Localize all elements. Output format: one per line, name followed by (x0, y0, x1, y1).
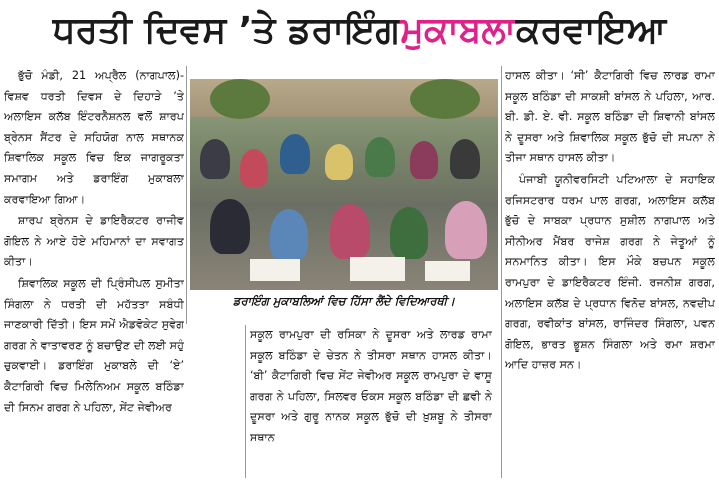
article-column-2 (250, 325, 492, 478)
article-column-1 (4, 66, 184, 478)
news-photo (190, 79, 498, 290)
paragraph: ਸਕੂਲ ਰਾਮਪੁਰਾ ਦੀ ਰਸਿਕਾ ਨੇ ਦੂਸਰਾ ਅਤੇ ਲਾਰਡ ਰਾਮਾ ਸਕੂਲ ਬਠਿੰਡਾ ਦੇ ਚੇਤਨ ਨੇ ਤੀਸਰਾ ਸਥਾਨ ਹਾਸਲ ਕੀਤਾ। ‘ਬੀ’ ਕੈਟਾਗਿਰੀ ਵਿਚ ਸੇਂਟ ਜੇਵੀਅਰ ਸਕੂਲ ਰਾਮਪੁਰਾ ਦੇ ਵਾਸੂ ਗਰਗ ਨੇ ਪਹਿਲਾ, ਸਿਲਵਰ ਓਕਸ ਸਕੂਲ ਬਠਿੰਡਾ ਦੀ ਛਵੀ ਨੇ ਦੂਸਰਾ ਅਤੇ ਗੁਰੂ ਨਾਨਕ ਸਕੂਲ ਭੁੱਚੋ ਦੀ ਖ਼ੁਸ਼ਬੂ ਨੇ ਤੀਸਰਾ ਸਥਾਨ (250, 328, 492, 444)
headline-part-3: ਕਰਵਾਇਆ (515, 10, 667, 51)
article-column-3 (505, 66, 715, 478)
photo-caption: ਡਰਾਇੰਗ ਮੁਕਾਬਲਿਆਂ ਵਿਚ ਹਿੱਸਾ ਲੈਂਦੇ ਵਿਦਿਆਰਥੀ। (233, 294, 455, 308)
column-divider (501, 66, 502, 478)
paragraph: ਭੁੱਚੋ ਮੰਡੀ, 21 ਅਪ੍ਰੈਲ (ਨਾਗਪਾਲ)-ਵਿਸ਼ਵ ਧਰਤੀ ਦਿਵਸ ਦੇ ਦਿਹਾੜੇ ’ਤੇ ਅਲਾਇਸ ਕਲੱਬ ਇੰਟਰਨੈਸ਼ਨਲ ਵਲੋਂ ਸ਼ਾਰਪ ਬ੍ਰੇਨਸ ਸੈਂਟਰ ਦੇ ਸਹਿਯੋਗ ਨਾਲ ਸਥਾਨਕ ਸ਼ਿਵਾਲਿਕ ਸਕੂਲ ਵਿਚ ਇਕ ਜਾਗਰੂਕਤਾ ਸਮਾਗਮ ਅਤੇ ਡਰਾਇੰਗ ਮੁਕਾਬਲਾ ਕਰਵਾਇਆ ਗਿਆ। (4, 69, 184, 206)
headline (4, 2, 715, 60)
paragraph: ਹਾਸਲ ਕੀਤਾ। ‘ਸੀ’ ਕੈਟਾਗਿਰੀ ਵਿਚ ਲਾਰਡ ਰਾਮਾ ਸਕੂਲ ਬਠਿੰਡਾ ਦੀ ਸਾਕਸ਼ੀ ਬਾਂਸਲ ਨੇ ਪਹਿਲਾ, ਆਰ. ਬੀ. ਡੀ. ਏ. ਵੀ. ਸਕੂਲ ਬਠਿੰਡਾ ਦੀ ਸ਼ਿਵਾਨੀ ਬਾਂਸਲ ਨੇ ਦੂਸਰਾ ਅਤੇ ਸ਼ਿਵਾਲਿਕ ਸਕੂਲ ਭੁੱਚੋ ਦੀ ਸਪਨਾ ਨੇ ਤੀਜਾ ਸਥਾਨ ਹਾਸਲ ਕੀਤਾ। (505, 69, 715, 165)
paragraph: ਪੰਜਾਬੀ ਯੂਨੀਵਰਸਿਟੀ ਪਟਿਆਲਾ ਦੇ ਸਹਾਇਕ ਰਜਿਸਟਰਾਰ ਧਰਮ ਪਾਲ ਗਰਗ, ਅਲਾਇਸ ਕਲੱਬ ਭੁੱਚੋ ਦੇ ਸਾਬਕਾ ਪ੍ਰਧਾਨ ਸੁਸ਼ੀਲ ਨਾਗਪਾਲ ਅਤੇ ਸੀਨੀਅਰ ਮੈਂਬਰ ਰਾਜੇਸ਼ ਗਰਗ ਨੇ ਜੇਤੂਆਂ ਨੂੰ ਸਨਮਾਨਿਤ ਕੀਤਾ। ਇਸ ਮੌਕੇ ਬਚਪਨ ਸਕੂਲ ਰਾਮਪੁਰਾ ਦੇ ਡਾਇਰੈਕਟਰ ਇੰਜੀ. ਰਜਨੀਸ਼ ਗਰਗ, ਅਲਾਇਸ ਕਲੱਬ ਦੇ ਪ੍ਰਧਾਨ ਵਿਨੋਦ ਬਾਂਸਲ, ਨਵਦੀਪ ਗਰਗ, ਰਵੀਕਾਂਤ ਬਾਂਸਲ, ਰਾਜਿੰਦਰ ਸਿੰਗਲਾ, ਪਵਨ ਗੋਇਲ, ਭਾਰਤ ਭੂਸ਼ਨ ਸਿੰਗਲਾ ਅਤੇ ਰਮਾ ਸ਼ਰਮਾ ਆਦਿ ਹਾਜ਼ਰ ਸਨ। (505, 172, 715, 372)
paragraph: ਸ਼ਿਵਾਲਿਕ ਸਕੂਲ ਦੀ ਪ੍ਰਿੰਸੀਪਲ ਸੁਮੀਤਾ ਸਿੰਗਲਾ ਨੇ ਧਰਤੀ ਦੀ ਮਹੱਤਤਾ ਸਬੰਧੀ ਜਾਣਕਾਰੀ ਦਿੱਤੀ। ਇਸ ਸਮੇਂ ਐਡਵੋਕੇਟ ਸੁਵੇਗ ਗਰਗ ਨੇ ਵਾਤਾਵਰਣ ਨੂੰ ਬਚਾਉਣ ਦੀ ਲਈ ਸਹੁੰ ਚੁਕਵਾਈ। ਡਰਾਇੰਗ ਮੁਕਾਬਲੇ ਦੀ ‘ਏ’ ਕੈਟਾਗਿਰੀ ਵਿਚ ਮਿਲੇਨਿਅਮ ਸਕੂਲ ਬਠਿੰਡਾ ਦੀ ਸਿਨਮ ਗਰਗ ਨੇ ਪਹਿਲਾ, ਸੇਂਟ ਜੇਵੀਅਰ (4, 276, 184, 414)
paragraph: ਸ਼ਾਰਪ ਬ੍ਰੇਨਸ ਦੇ ਡਾਇਰੈਕਟਰ ਰਾਜੀਵ ਗੋਇਲ ਨੇ ਆਏ ਹੋਏ ਮਹਿਮਾਨਾਂ ਦਾ ਸਵਾਗਤ ਕੀਤਾ। (4, 214, 184, 269)
headline-part-1: ਧਰਤੀ ਦਿਵਸ ’ਤੇ ਡਰਾਇੰਗ (52, 10, 401, 51)
column-divider (186, 66, 187, 324)
headline-accent: ਮੁਕਾਬਲਾ (400, 10, 516, 51)
column-divider (245, 325, 246, 478)
